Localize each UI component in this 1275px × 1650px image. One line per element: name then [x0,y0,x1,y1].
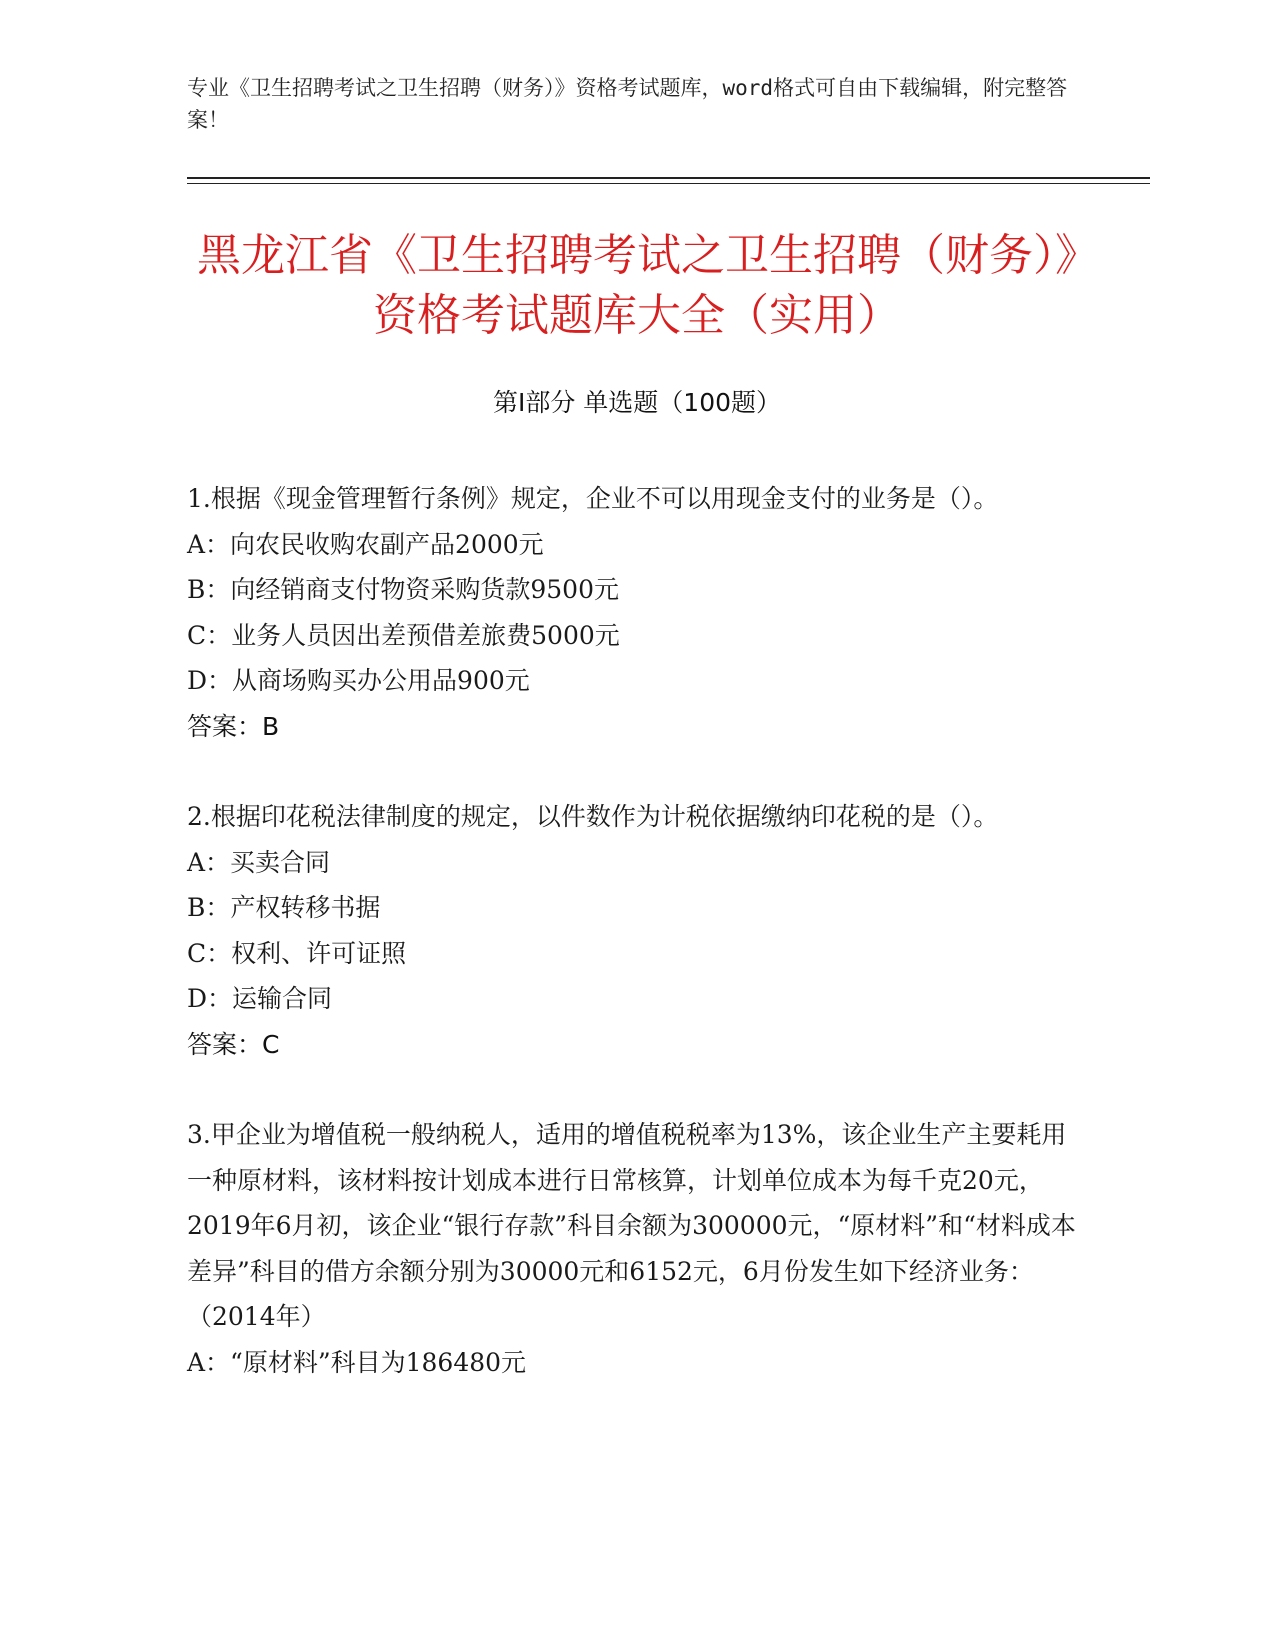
answer: 答案：C [187,1029,280,1059]
question-stem: 3.甲企业为增值税一般纳税人，适用的增值税税率为13%，该企业生产主要耗用一种原材料，该材料按计划成本进行日常核算，计划单位成本为每千克20元，2019年6月初，该企业“银行存款”科目余额为300000元，“原材料”和“材料成本差异”科目的借方余额分别为30000元和6152元，6月份发生如下经济业务：（2014年） [187,1120,1076,1331]
option-c: C：业务人员因出差预借差旅费5000元 [187,620,620,650]
document-title: 黑龙江省《卫生招聘考试之卫生招聘（财务）》资格考试题库大全（实用） [197,230,1077,341]
header-note: 专业《卫生招聘考试之卫生招聘（财务）》资格考试题库，word格式可自由下载编辑，附完整答案！ [187,76,1068,132]
question-list [187,476,1087,1385]
option-b: B：向经销商支付物资采购货款9500元 [187,575,619,604]
question-1 [187,476,1087,749]
option-a: A：向农民收购农副产品2000元 [187,529,544,559]
question-3 [187,1112,1087,1385]
option-c: C：权利、许可证照 [187,938,407,968]
question-2 [187,794,1087,1067]
option-a: A：“原材料”科目为186480元 [187,1347,527,1377]
option-d: D：从商场购买办公用品900元 [187,666,530,695]
option-a: A：买卖合同 [187,847,331,877]
header-rule-thick [187,177,1150,179]
header-rule-thin [187,183,1150,184]
answer: 答案：B [187,711,280,741]
question-stem: 2.根据印花税法律制度的规定，以件数作为计税依据缴纳印花税的是（）。 [187,802,999,831]
question-stem: 1.根据《现金管理暂行条例》规定，企业不可以用现金支付的业务是（）。 [187,484,999,513]
section-title: 第Ⅰ部分 单选题（100题） [492,388,782,417]
option-b: B：产权转移书据 [187,893,381,922]
option-d: D：运输合同 [187,984,333,1013]
